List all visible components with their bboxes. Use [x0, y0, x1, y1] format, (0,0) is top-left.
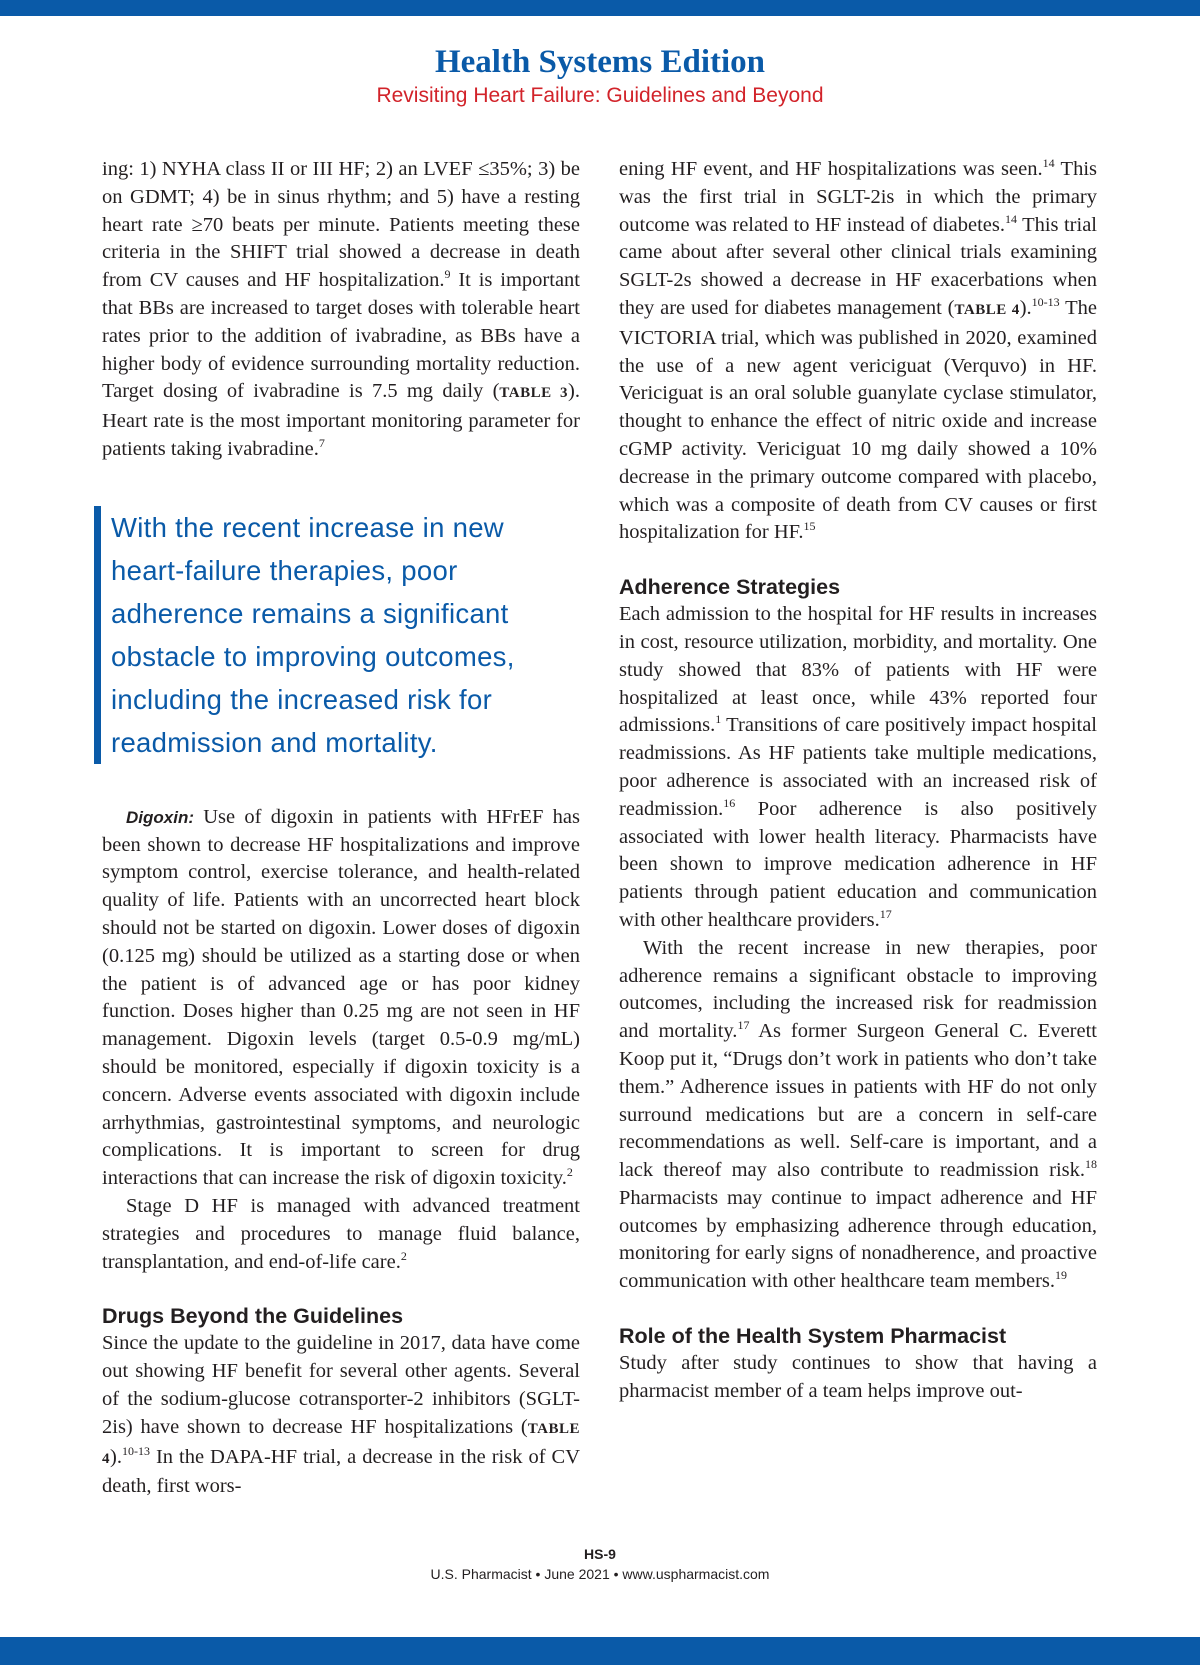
drugs-beyond-paragraph: Since the update to the guideline in 2017, data have come out showing HF benefit for several other agents. Several of the sodium-glucose cotransporter-2 inhibitors (SGLT-2is) have shown to decrease HF hospitalizations (TABLE 4).$^{10-13}$ In the DAPA-HF trial, a decrease in the risk of CV death, first wors-: [102, 1332, 580, 1498]
right-column: [619, 156, 1097, 1406]
page-number: HS-9: [584, 1546, 616, 1562]
digoxin-run-in-heading: Digoxin:: [126, 807, 194, 827]
table-reference: TABLE 4: [102, 1420, 580, 1467]
citation: 1: [715, 712, 722, 727]
adherence-paragraph-1: Each admission to the hospital for HF results in increases in cost, resource utilization, morbidity, and mortality. One study showed that 83% of patients with HF were hospitalized at least once, while 43% reported four admissions.$^1$ Transitions of care positively impact hospital readmissions. As HF patients take multiple medications, poor adherence is associated with an increased risk of readmission.$^{16}$ Poor adherence is also positively associated with lower health literacy. Pharmacists have been shown to improve medication adherence in HF patients through patient education and communication with other healthcare providers.$^{17}$: [619, 603, 1097, 931]
citation: 9: [444, 267, 451, 282]
edition-title: Health Systems Edition: [434, 44, 766, 80]
masthead: [0, 40, 1200, 110]
citation: 2: [566, 1165, 573, 1180]
citation: 7: [318, 436, 325, 451]
section-heading-drugs-beyond: Drugs Beyond the Guidelines: [102, 1304, 404, 1329]
citation: 17: [879, 907, 892, 922]
citation: 18: [1085, 1157, 1097, 1172]
section-heading-adherence: Adherence Strategies: [619, 575, 841, 600]
ivabradine-paragraph: ing: 1) NYHA class II or III HF; 2) an LVEF ≤35%; 3) be on GDMT; 4) be in sinus rhythm; and 5) have a resting heart rate ≥70 beats per minute. Patients meeting these criteria in the SHIFT trial showed a decrease in death from CV causes and HF hospitalization.$^9$ It is important that BBs are increased to target doses with tolerable heart rates prior to the addition of ivabradine, as BBs have a higher body of evidence surrounding mortality reduction. Target dosing of ivabradine is 7.5 mg daily (TABLE 3). Heart rate is the most important monitoring parameter for patients taking ivabradine.$^7$: [102, 158, 580, 460]
citation: 15: [803, 519, 816, 534]
citation: 17: [737, 1018, 750, 1033]
citation: 14: [1042, 156, 1055, 171]
section-heading-role: Role of the Health System Pharmacist: [619, 1324, 1007, 1349]
stage-d-paragraph: Stage D HF is managed with advanced treatment strategies and procedures to manage fluid balance, transplantation, and end-of-life care.$^2$: [102, 1194, 580, 1273]
adherence-paragraph-2: With the recent increase in new therapies, poor adherence remains a significant obstacle to improving outcomes, including the increased risk for readmission and mortality.$^{17}$ As former Surgeon General C. Everett Koop put it, “Drugs don’t work in patients who don’t take them.” Adherence issues in patients with HF do not only surround medications but are a concern in self-care recommendations as well. Self-care is important, and a lack thereof may also contribute to readmission risk.$^{18}$ Pharmacists may continue to impact adherence and HF outcomes by emphasizing adherence through education, monitoring for early signs of nonadherence, and proactive communication with other healthcare team members.$^{19}$: [619, 936, 1097, 1293]
publication-credit: U.S. Pharmacist • June 2021 • www.uspharmacist.com: [430, 1566, 770, 1582]
table-reference: TABLE 3: [499, 385, 569, 402]
left-column: [102, 156, 580, 1501]
page-footer: [0, 1544, 1200, 1584]
top-color-band: [0, 0, 1200, 16]
citation: 14: [1005, 211, 1017, 226]
table-reference: TABLE 4: [954, 301, 1020, 318]
citation: 2: [400, 1248, 407, 1263]
citation: 10-13: [1031, 295, 1060, 310]
role-paragraph: Study after study continues to show that having a pharmacist member of a team helps improve out-: [619, 1352, 1097, 1402]
citation: 16: [723, 795, 736, 810]
article-subtitle: Revisiting Heart Failure: Guidelines and Beyond: [376, 84, 824, 107]
citation: 10-13: [121, 1443, 150, 1458]
digoxin-paragraph: Digoxin: Use of digoxin in patients with HFrEF has been shown to decrease HF hospitalizations and improve symptom control, exercise tolerance, and health-related quality of life. Patients with an uncorrected heart block should not be started on digoxin. Lower doses of digoxin (0.125 mg) should be utilized as a starting dose or when the patient is of advanced age or has poor kidney function. Doses higher than 0.25 mg are not seen in HF management. Digoxin levels (target 0.5-0.9 mg/mL) should be monitored, especially if digoxin toxicity is a concern. Adverse events associated with digoxin include arrhythmias, gastrointestinal symptoms, and neurologic complications. It is important to screen for drug interactions that can increase the risk of digoxin toxicity.$^2$: [102, 805, 580, 1190]
bottom-color-band: [0, 1637, 1200, 1665]
citation: 19: [1055, 1268, 1068, 1283]
pull-quote: With the recent increase in new heart-failure therapies, poor adherence remains a significant obstacle to improving outcomes, including the increased risk for readmission and mortality.: [94, 506, 580, 764]
sglt2-victoria-paragraph: ening HF event, and HF hospitalizations was seen.$^{14}$ This was the first trial in SGLT-2is in which the primary outcome was related to HF instead of diabetes.$^{14}$ This trial came about after several other clinical trials examining SGLT-2s showed a decrease in HF exacerbations when they are used for diabetes management (TABLE 4).$^{10-13}$ The VICTORIA trial, which was published in 2020, examined the use of a new agent vericiguat (Verquvo) in HF. Vericiguat is an oral soluble guanylate cyclase stimulator, thought to enhance the effect of nitric oxide and increase cGMP activity. Vericiguat 10 mg daily showed a 10% decrease in the primary outcome compared with placebo, which was a composite of death from CV causes or first hospitalization for HF.$^{15}$: [619, 156, 1097, 544]
